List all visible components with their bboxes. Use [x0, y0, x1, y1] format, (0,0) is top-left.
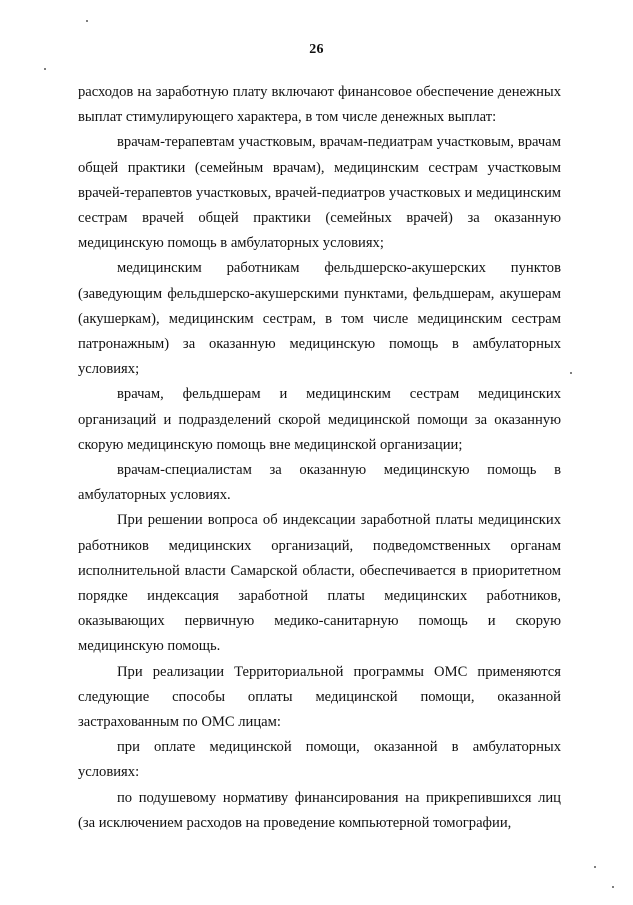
paragraph: врачам-терапевтам участковым, врачам-педиатрам участковым, врачам общей практики (семейным врачам), медицинским сестрам участковым врачей-терапевтов участковых, врачей-педиатров участковых и медицинским сестрам врачей общей практики (семейных врачей) за оказанную медицинскую помощь в амбулаторных условиях; — [78, 134, 561, 252]
paragraph: по подушевому нормативу финансирования на прикрепившихся лиц (за исключением расходов на проведение компьютерной томографии, — [78, 789, 561, 831]
body-text — [78, 80, 561, 836]
scan-speck — [594, 866, 596, 868]
scan-speck — [86, 20, 88, 22]
paragraph: При реализации Территориальной программы ОМС применяются следующие способы оплаты медицинской помощи, оказанной застрахованным по ОМС лицам: — [78, 663, 561, 731]
paragraph: При решении вопроса об индексации заработной платы медицинских работников медицинских организаций, подведомственных органам исполнительной власти Самарской области, обеспечивается в приоритетном порядке индексация заработной платы медицинских работников, оказывающих первичную медико-санитарную помощь и скорую медицинскую помощь. — [78, 512, 561, 655]
paragraph: медицинским работникам фельдшерско-акушерских пунктов (заведующим фельдшерско-акушерскими пунктами, фельдшерам, акушерам (акушеркам), медицинским сестрам, в том числе медицинским сестрам патронажным) за оказанную медицинскую помощь в амбулаторных условиях; — [78, 260, 561, 378]
scan-speck — [44, 68, 46, 70]
paragraph: расходов на заработную плату включают финансовое обеспечение денежных выплат стимулирующего характера, в том числе денежных выплат: — [78, 84, 561, 126]
page-number: 26 — [309, 42, 324, 57]
scan-speck — [570, 372, 572, 374]
paragraph: врачам, фельдшерам и медицинским сестрам медицинских организаций и подразделений скорой медицинской помощи за оказанную скорую медицинскую помощь вне медицинской организации; — [78, 386, 561, 453]
scan-speck — [612, 886, 614, 888]
paragraph: при оплате медицинской помощи, оказанной в амбулаторных условиях: — [78, 739, 561, 781]
paragraph: врачам-специалистам за оказанную медицинскую помощь в амбулаторных условиях. — [78, 462, 561, 504]
